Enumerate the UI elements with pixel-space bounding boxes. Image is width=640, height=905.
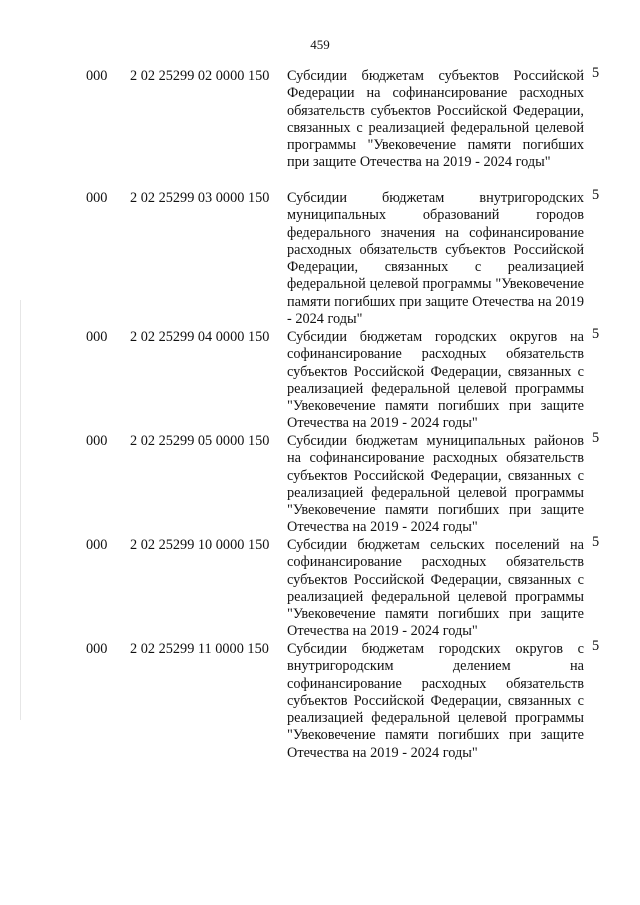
row-description: Субсидии бюджетам внутригородских муниципальных образований городов федерального значения на софинансирование расходных обязательств субъектов Российской Федерации, связанных с реализацией федеральной целевой программы "Увековечение памяти погибших при защите Отечества на 2019 - 2024 годы" bbox=[287, 190, 584, 328]
row-amount: 5 bbox=[592, 430, 600, 446]
row-amount: 5 bbox=[592, 638, 600, 654]
budget-classification-code: 2 02 25299 05 0000 150 bbox=[130, 433, 270, 449]
budget-classification-code: 2 02 25299 11 0000 150 bbox=[130, 641, 269, 657]
admin-code: 000 bbox=[86, 68, 108, 84]
budget-classification-code: 2 02 25299 02 0000 150 bbox=[130, 68, 270, 84]
row-amount: 5 bbox=[592, 187, 600, 203]
admin-code: 000 bbox=[86, 190, 108, 206]
budget-classification-code: 2 02 25299 03 0000 150 bbox=[130, 190, 270, 206]
scan-margin-line bbox=[20, 300, 21, 720]
row-amount: 5 bbox=[592, 534, 600, 550]
admin-code: 000 bbox=[86, 433, 108, 449]
admin-code: 000 bbox=[86, 537, 108, 553]
row-description: Субсидии бюджетам муниципальных районов на софинансирование расходных обязательств субъектов Российской Федерации, связанных с реализацией федеральной целевой программы "Увековечение памяти погибших при защите Отечества на 2019 - 2024 годы" bbox=[287, 433, 584, 536]
admin-code: 000 bbox=[86, 329, 108, 345]
row-description: Субсидии бюджетам субъектов Российской Федерации на софинансирование расходных обязательств субъектов Российской Федерации, связанных с реализацией федеральной целевой программы "Увековечение памяти погибших при защите Отечества на 2019 - 2024 годы" bbox=[287, 68, 584, 171]
row-amount: 5 bbox=[592, 326, 600, 342]
budget-classification-code: 2 02 25299 10 0000 150 bbox=[130, 537, 270, 553]
budget-classification-code: 2 02 25299 04 0000 150 bbox=[130, 329, 270, 345]
admin-code: 000 bbox=[86, 641, 108, 657]
row-amount: 5 bbox=[592, 65, 600, 81]
row-description: Субсидии бюджетам городских округов на софинансирование расходных обязательств субъектов Российской Федерации, связанных с реализацией федеральной целевой программы "Увековечение памяти погибших при защите Отечества на 2019 - 2024 годы" bbox=[287, 329, 584, 432]
page-number: 459 bbox=[310, 37, 330, 52]
row-description: Субсидии бюджетам городских округов с внутригородским делением на софинансирование расходных обязательств субъектов Российской Федерации, связанных с реализацией федеральной целевой программы "Увековечение памяти погибших при защите Отечества на 2019 - 2024 годы" bbox=[287, 641, 584, 761]
row-description: Субсидии бюджетам сельских поселений на софинансирование расходных обязательств субъектов Российской Федерации, связанных с реализацией федеральной целевой программы "Увековечение памяти погибших при защите Отечества на 2019 - 2024 годы" bbox=[287, 537, 584, 640]
